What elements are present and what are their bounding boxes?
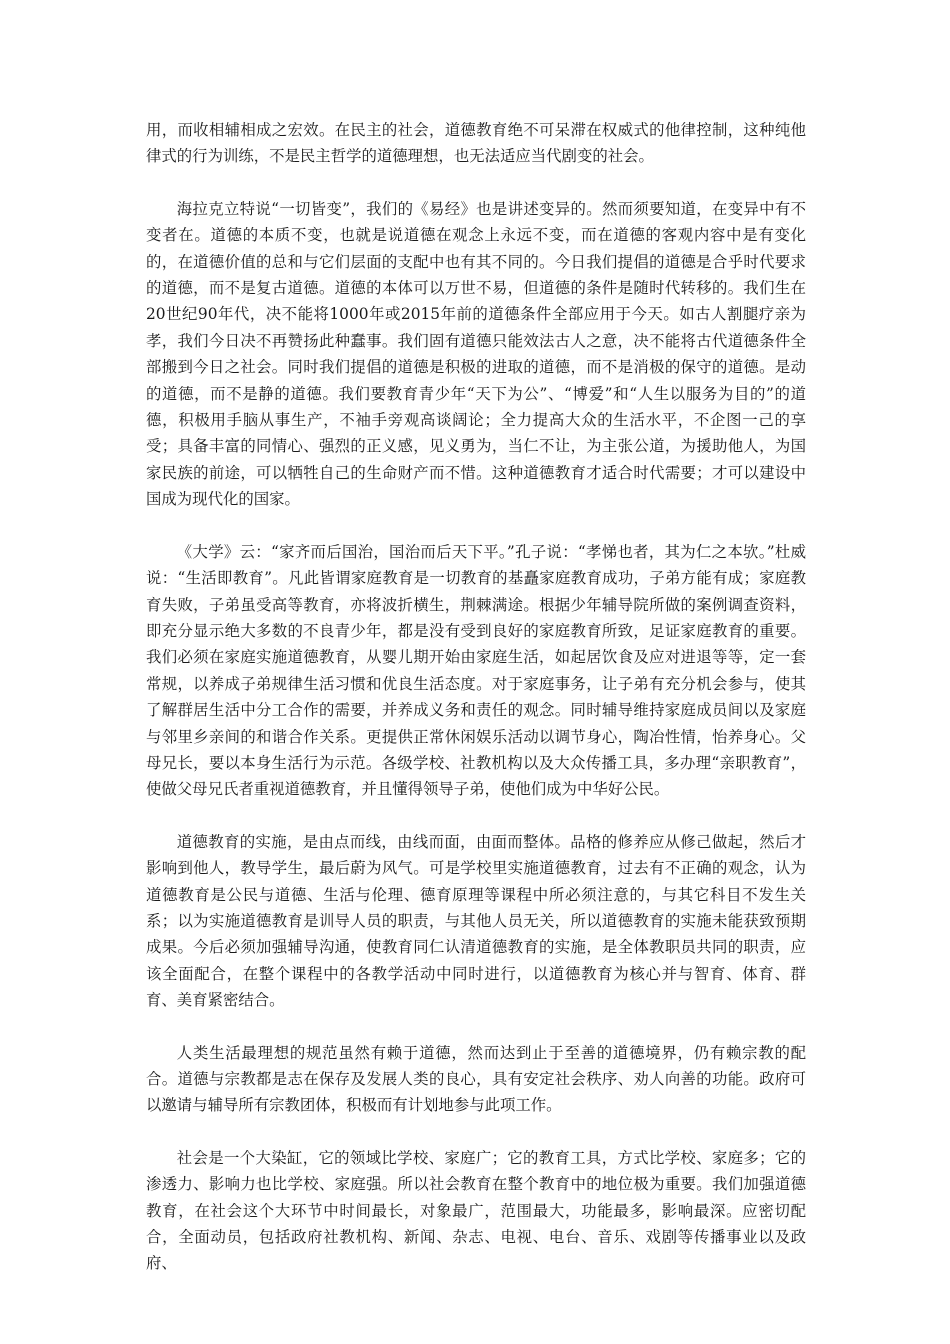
paragraph-school-implementation: 道德教育的实施，是由点而线，由线而面，由面而整体。品格的修养应从修己做起，然后才影响到他人，教导学生，最后蔚为风气。可是学校里实施道德教育，过去有不正确的观念，认为道德教育是公民与道德、生活与伦理、德育原理等课程中所必须注意的，与其它科目不发生关系；以为实施道德教育是训导人员的职责，与其他人员无关，所以道德教育的实施未能获致预期成果。今后必须加强辅导沟通，使教育同仁认清道德教育的实施，是全体教职员共同的职责，应该全面配合，在整个课程中的各教学活动中同时进行，以道德教育为核心并与智育、体育、群育、美育紧密结合。 [146, 832, 806, 1010]
paragraph-social-education: 社会是一个大染缸，它的领域比学校、家庭广；它的教育工具，方式比学校、家庭多；它的渗透力、影响力也比学校、家庭强。所以社会教育在整个教育中的地位极为重要。我们加强道德教育，在社会这个大环节中时间最长，对象最广，范围最大，功能最多，影响最深。应密切配合，全面动员，包括政府社教机构、新闻、杂志、电视、电台、音乐、戏剧等传播事业以及政府、 [146, 1148, 806, 1273]
paragraph-family-education: 《大学》云：“家齐而后国治，国治而后天下平。”孔子说：“孝悌也者，其为仁之本欤。”杜威说：“生活即教育”。凡此皆谓家庭教育是一切教育的基矗家庭教育成功，子弟方能有成；家庭教育失败，子弟虽受高等教育，亦将波折横生，荆棘满途。根据少年辅导院所做的案例调查资料，即充分显示绝大多数的不良青少年，都是没有受到良好的家庭教育所致，足证家庭教育的重要。我们必须在家庭实施道德教育，从婴儿期开始由家庭生活，如起居饮食及应对进退等等，定一套常规，以养成子弟规律生活习惯和优良生活态度。对于家庭事务，让子弟有充分机会参与，使其了解群居生活中分工合作的需要，并养成义务和责任的观念。同时辅导维持家庭成员间以及家庭与邻里乡亲间的和谐合作关系。更提供正常休闲娱乐活动以调节身心，陶冶性情，怡养身心。父母兄长，要以本身生活行为示范。各级学校、社教机构以及大众传播工具，多办理“亲职教育”，使做父母兄氏者重视道德教育，并且懂得领导子弟，使他们成为中华好公民。 [146, 542, 806, 799]
paragraph-change-and-morality: 海拉克立特说“一切皆变”，我们的《易经》也是讲述变异的。然而须要知道，在变异中有不变者在。道德的本质不变，也就是说道德在观念上永远不变，而在道德的客观内容中是有变化的，在道德价值的总和与它们层面的支配中也有其不同的。今日我们提倡的道德是合乎时代要求的道德，而不是复古道德。道德的本体可以万世不易，但道德的条件是随时代转移的。我们生在20世纪90年代，决不能将1000年或2015年前的道德条件全部应用于今天。如古人割腿疗亲为孝，我们今日决不再赞扬此种蠢事。我们固有道德只能效法古人之意，决不能将古代道德条件全部搬到今日之社会。同时我们提倡的道德是积极的进取的道德，而不是消极的保守的道德。是动的道德，而不是静的道德。我们要教育青少年“天下为公”、“博爱”和“人生以服务为目的”的道德，积极用手脑从事生产，不袖手旁观高谈阔论；全力提高大众的生活水平，不企图一己的享受；具备丰富的同情心、强烈的正义感，见义勇为，当仁不让，为主张公道，为援助他人，为国家民族的前途，可以牺牲自己的生命财产而不惜。这种道德教育才适合时代需要；才可以建设中国成为现代化的国家。 [146, 199, 806, 509]
paragraph-religion: 人类生活最理想的规范虽然有赖于道德，然而达到止于至善的道德境界，仍有赖宗教的配合。道德与宗教都是志在保存及发展人类的良心，具有安定社会秩序、劝人向善的功能。政府可以邀请与辅导所有宗教团体，积极而有计划地参与此项工作。 [146, 1043, 806, 1115]
document-page [146, 117, 806, 1303]
paragraph-continuation: 用，而收相辅相成之宏效。在民主的社会，道德教育绝不可呆滞在权威式的他律控制，这种纯他律式的行为训练，不是民主哲学的道德理想，也无法适应当代剧变的社会。 [146, 121, 806, 166]
